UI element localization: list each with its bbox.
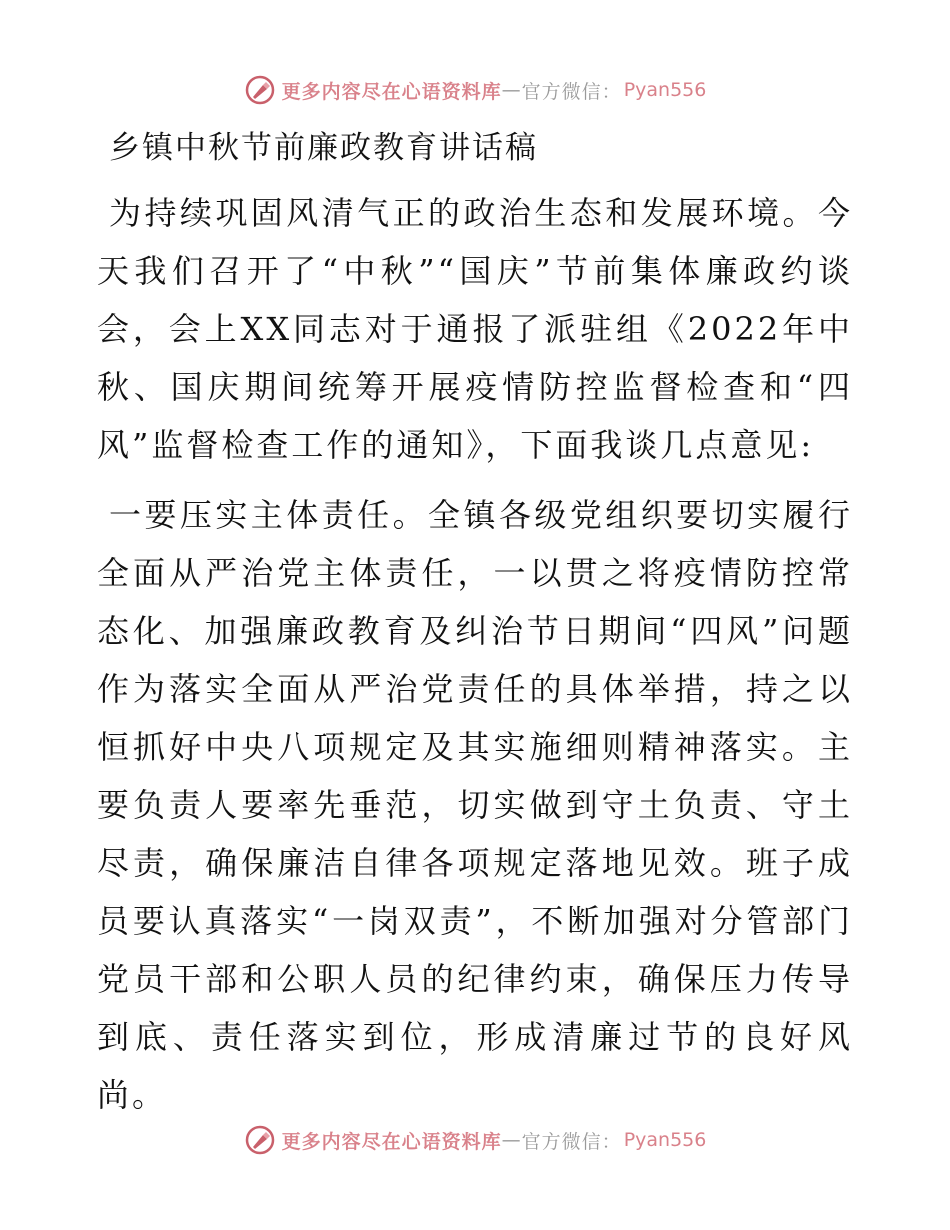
pen-nib-circle-icon [244, 74, 276, 106]
watermark-main-text: 更多内容尽在心语资料库 [281, 1130, 502, 1153]
watermark-dash: — [501, 1129, 522, 1151]
pen-nib-circle-icon [244, 1124, 276, 1156]
watermark-dash: — [501, 79, 522, 101]
watermark-id: Pyan556 [623, 79, 707, 101]
document-title: 乡镇中秋节前廉政教育讲话稿 [109, 130, 538, 166]
watermark-id: Pyan556 [623, 1129, 707, 1151]
watermark-sub-text: 官方微信： [521, 80, 622, 103]
watermark-sub-text: 官方微信： [521, 1130, 622, 1153]
paragraph-intro: 为持续巩固风清气正的政治生态和发展环境。今天我们召开了“中秋”“国庆”节前集体廉政约谈会，会上XX同志对于通报了派驻组《2022年中秋、国庆期间统筹开展疫情防控监督检查和“四风”监督检查工作的通知》，下面我谈几点意见: [97, 194, 853, 464]
footer-watermark [0, 1120, 950, 1160]
paragraph-responsibility: 一要压实主体责任。全镇各级党组织要切实履行全面从严治党主体责任，一以贯之将疫情防控常态化、加强廉政教育及纠治节日期间“四风”问题作为落实全面从严治党责任的具体举措，持之以恒抓好中央八项规定及其实施细则精神落实。主要负责人要率先垂范，切实做到守土负责、守土尽责，确保廉洁自律各项规定落地见效。班子成员要认真落实“一岗双责”，不断加强对分管部门党员干部和公职人员的纪律约束，确保压力传导到底、责任落实到位，形成清廉过节的良好风尚。 [97, 496, 853, 1114]
document-body [97, 120, 853, 1136]
watermark-main-text: 更多内容尽在心语资料库 [281, 80, 502, 103]
header-watermark [0, 70, 950, 110]
